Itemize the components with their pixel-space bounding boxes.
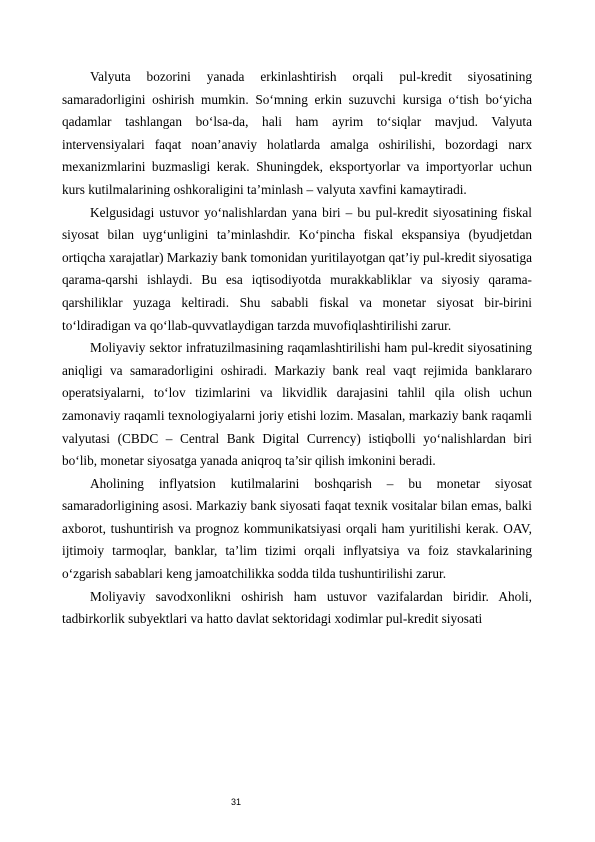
paragraph-inflation-expectations: Aholining inflyatsion kutilmalarini boshqarish – bu monetar siyosat samaradorligining asosi. Markaziy bank siyosati faqat texnik vositalar bilan emas, balki axborot, tushuntirish va prognoz kommunikatsiyasi orqali ham yuritilishi kerak. OAV, ijtimoiy tarmoqlar, banklar, ta’lim tizimi orqali inflyatsiya va foiz stavkalarining o‘zgarish sabablari keng jamoatchilikka sodda tilda tushuntirilishi zarur. [62,475,532,582]
body-text [62,66,532,631]
paragraph-digitalization: Moliyaviy sektor infratuzilmasining raqamlashtirilishi ham pul-kredit siyosatining aniqligi va samaradorligini oshiradi. Markaziy bank real vaqt rejimida banklararo operatsiyalarni, to‘lov tizimlarini va likvidlik darajasini tahlil qila olish uchun zamonaviy raqamli texnologiyalarni joriy etishi lozim. Masalan, markaziy bank raqamli valyutasi (CBDC – Central Bank Digital Currency) istiqbolli yo‘nalishlardan biri bo‘lib, monetar siyosatga yanada aniqroq ta’sir qilish imkonini beradi. [62,340,532,469]
paragraph-financial-literacy: Moliyaviy savodxonlikni oshirish ham ustuvor vazifalardan biridir. Aholi, tadbirkorlik subyektlari va hatto davlat sektoridagi xodimlar pul-kredit siyosati [62,588,532,627]
paragraph-currency-market: Valyuta bozorini yanada erkinlashtirish orqali pul-kredit siyosatining samaradorligini oshirish mumkin. So‘mning erkin suzuvchi kursiga o‘tish bo‘yicha qadamlar tashlangan bo‘lsa-da, hali ham ayrim to‘siqlar mavjud. Valyuta intervensiyalari faqat noan’anaviy holatlarda amalga oshirilishi, bozordagi narx mexanizmlarini buzmasligi kerak. Shuningdek, eksportyorlar va importyorlar uchun kurs kutilmalarining oshkoraligini ta’minlash – valyuta xavfini kamaytiradi. [62,69,532,197]
page-number: 31 [231,797,242,807]
paragraph-fiscal-coordination: Kelgusidagi ustuvor yo‘nalishlardan yana biri – bu pul-kredit siyosatining fiskal siyosat bilan uyg‘unligini ta’minlashdir. Ko‘pincha fiskal ekspansiya (byudjetdan ortiqcha xarajatlar) Markaziy bank tomonidan yuritilayotgan qat’iy pul-kredit siyosatiga qarama-qarshi ishlaydi. Bu esa iqtisodiyotda murakkabliklar va siyosiy qarama-qarshiliklar yuzaga keltiradi. Shu sababli fiskal va monetar siyosat bir-birini to‘ldiradigan va qo‘llab-quvvatlaydigan tarzda muvofiqlashtirilishi zarur. [62,204,532,333]
